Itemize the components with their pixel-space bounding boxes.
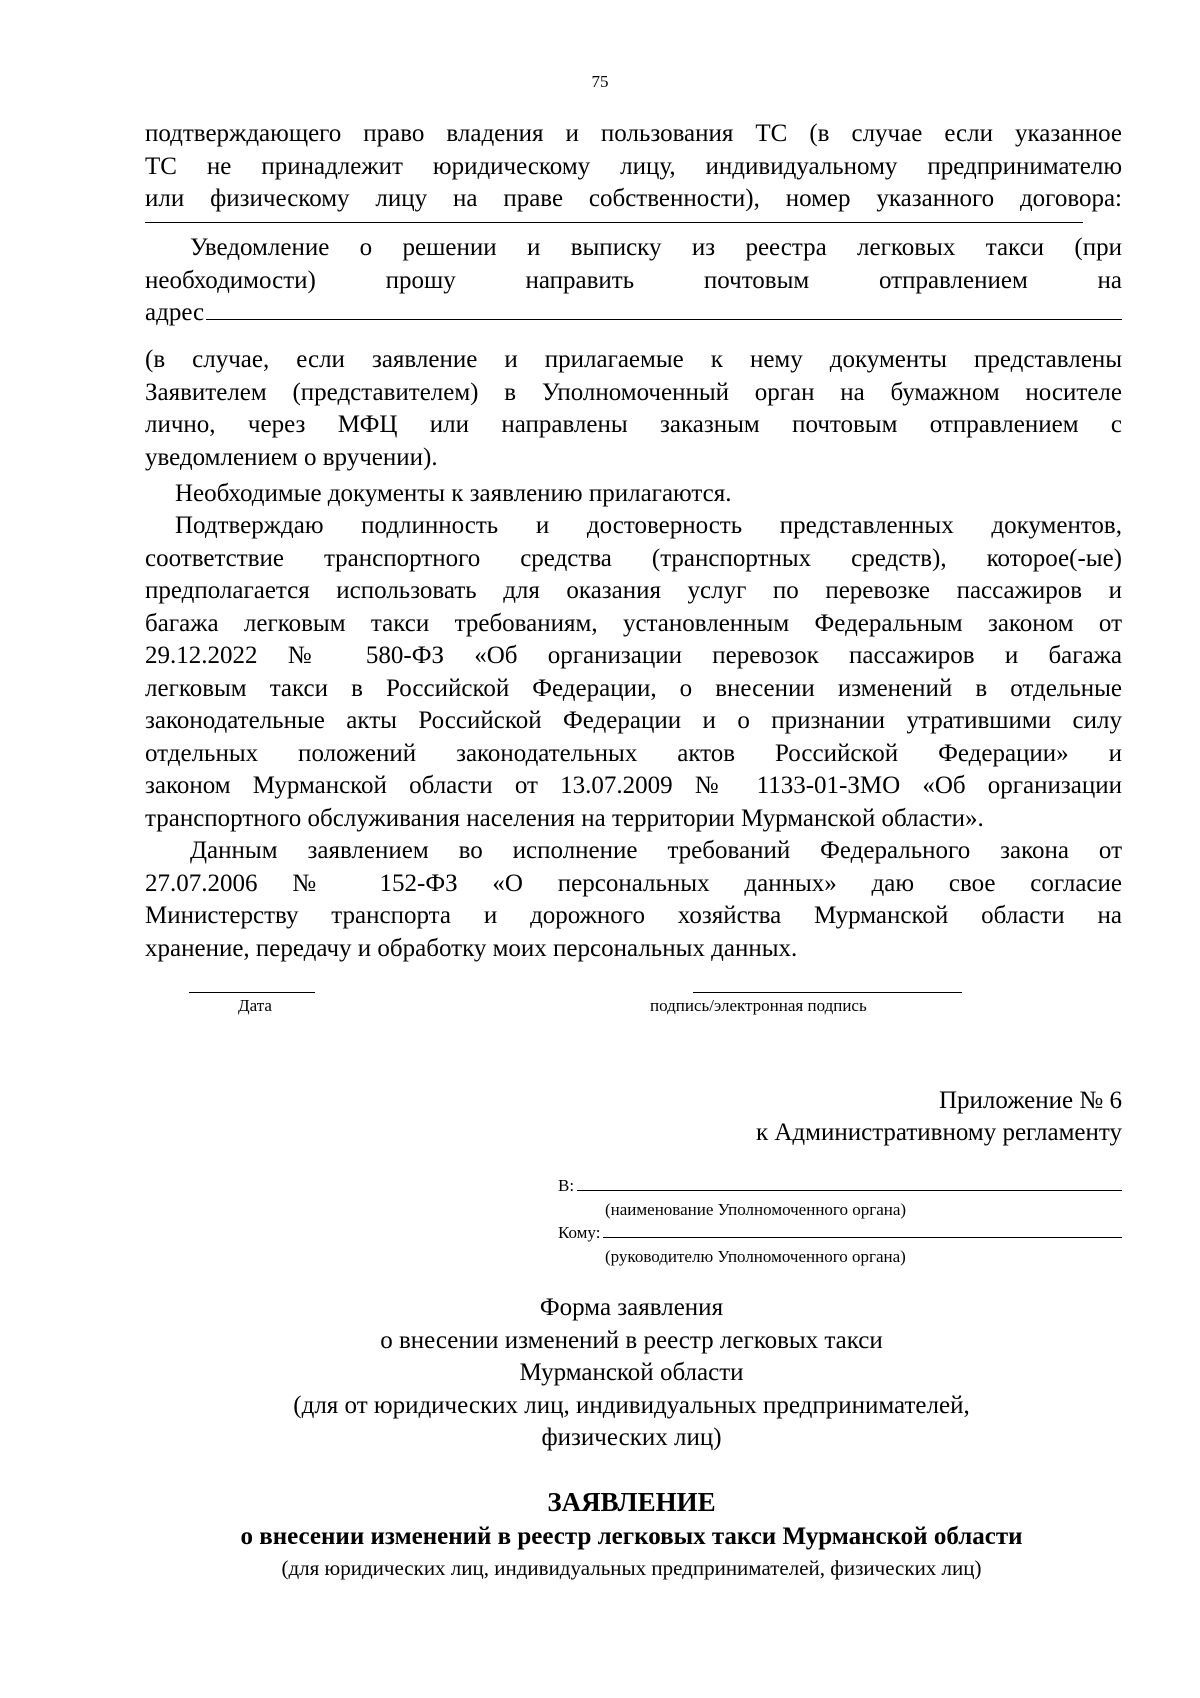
appendix-title: Приложение № 6: [938, 1087, 1122, 1114]
address-row: [145, 297, 1122, 330]
signature-field[interactable]: [693, 992, 962, 993]
date-field[interactable]: [189, 992, 315, 993]
text-line: подтверждающего право владения и пользования ТС (в случае если указанное: [145, 120, 1122, 147]
recipient-label: Кому:: [558, 1223, 601, 1242]
text-line: Подтверждаю подлинность и достоверность представленных документов,: [175, 512, 1122, 539]
page-number: 75: [591, 72, 609, 91]
form-title-line: физических лиц): [541, 1424, 722, 1451]
date-caption: Дата: [238, 996, 272, 1015]
statement-note: (для юридических лиц, индивидуальных предпринимателей, физических лиц): [281, 1556, 982, 1580]
form-title: [0, 1292, 1200, 1455]
text-line: багажа легковым такси требованиям, установленным Федеральным законом от: [145, 609, 1122, 637]
signature-caption: подпись/электронная подпись: [650, 996, 867, 1015]
text-line: отдельных положений законодательных актов Российской Федерации» и: [145, 739, 1122, 767]
text-line: хранение, передачу и обработку моих персональных данных.: [145, 934, 798, 962]
address-field[interactable]: [206, 297, 1122, 320]
text-line: Заявителем (представителем) в Уполномоченный орган на бумажном носителе: [145, 378, 1122, 406]
condition-paragraph: [145, 344, 1122, 474]
text-line: транспортного обслуживания населения на территории Мурманской области».: [145, 804, 984, 832]
confirmation-paragraph: [145, 510, 1122, 835]
notice-paragraph: [145, 232, 1122, 330]
appendix-heading: [756, 1085, 1122, 1149]
text-line: легковым такси в Российской Федерации, о внесении изменений в отдельные: [145, 674, 1122, 702]
form-title-line: Мурманской области: [519, 1359, 744, 1386]
recipient-caption: (руководителю Уполномоченного органа): [605, 1247, 906, 1266]
contract-number-field[interactable]: [145, 222, 1083, 223]
address-label: адрес: [145, 299, 205, 326]
form-title-line: (для от юридических лиц, индивидуальных предпринимателей,: [293, 1391, 970, 1419]
text-line: ТС не принадлежит юридическому лицу, индивидуальному предпринимателю: [145, 152, 1122, 180]
text-line: 29.12.2022 № 580-ФЗ «Об организации перевозок пассажиров и багажа: [145, 642, 1122, 669]
documents-attached-paragraph: [145, 478, 1122, 511]
text-line: соответствие транспортного средства (транспортных средств), которое(-ые): [145, 544, 1122, 572]
text-line: законодательные акты Российской Федерации и о признании утратившими силу: [145, 707, 1122, 734]
text-line: лично, через МФЦ или направлены заказным почтовым отправлением с: [145, 411, 1122, 438]
text-line: Уведомление о решении и выписку из реестра легковых такси (при: [190, 234, 1122, 261]
text-line: Данным заявлением во исполнение требований Федерального закона от: [190, 837, 1122, 864]
recipient-field[interactable]: [603, 1223, 1122, 1238]
authority-field[interactable]: [577, 1176, 1122, 1191]
text-line: Министерству транспорта и дорожного хозяйства Мурманской области на: [145, 902, 1122, 929]
form-title-line: о внесении изменений в реестр легковых такси: [380, 1326, 883, 1354]
text-line: законом Мурманской области от 13.07.2009 № 1133-01-ЗМО «Об организации: [145, 772, 1122, 799]
text-line: Необходимые документы к заявлению прилагаются.: [175, 480, 732, 507]
continuation-paragraph: [145, 118, 1122, 216]
authority-row: [558, 1176, 1122, 1196]
text-line: 27.07.2006 № 152-ФЗ «О персональных данных» даю свое согласие: [145, 869, 1122, 897]
authority-caption: (наименование Уполномоченного органа): [605, 1200, 907, 1219]
recipient-row: [558, 1223, 1122, 1243]
text-line: (в случае, если заявление и прилагаемые к нему документы представлены: [145, 346, 1122, 373]
consent-paragraph: [145, 835, 1122, 965]
appendix-subtitle: к Административному регламенту: [755, 1119, 1122, 1146]
text-line: уведомлением о вручении).: [145, 443, 438, 471]
statement-title: ЗАЯВЛЕНИЕ: [547, 1487, 716, 1517]
text-line: предполагается использовать для оказания услуг по перевозке пассажиров и: [145, 577, 1122, 604]
form-title-line: Форма заявления: [539, 1294, 724, 1321]
text-line: необходимости) прошу направить почтовым отправлением на: [145, 266, 1122, 294]
authority-label: В:: [558, 1176, 575, 1195]
statement-subtitle: о внесении изменений в реестр легковых такси Мурманской области: [240, 1523, 1023, 1550]
text-line: или физическому лицу на праве собственности), номер указанного договора:: [145, 185, 1122, 212]
